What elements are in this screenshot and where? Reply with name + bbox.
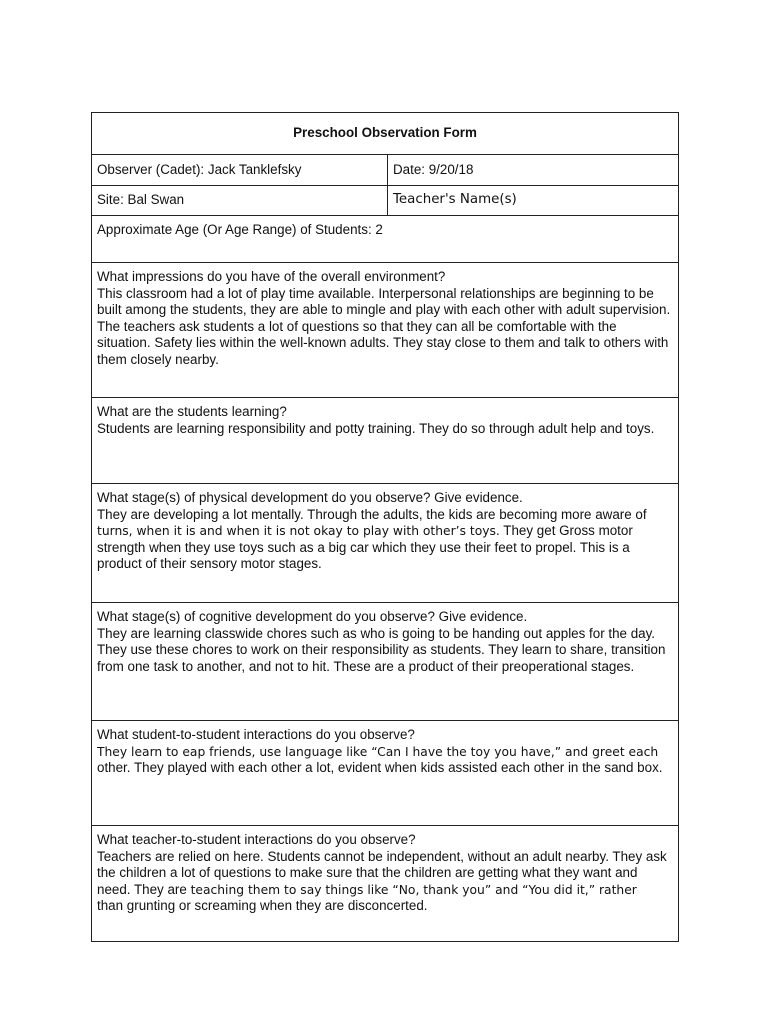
environment-question: What impressions do you have of the overall environment? bbox=[97, 269, 446, 284]
environment-answer: This classroom had a lot of play time available. Interpersonal relationships are beginning to be built among the students, they are able to mingle and play with each other with adult supervision. The teachers ask students a lot of questions so that they can all be comfortable with the situation. Safety lies within the well-known adults. They stay close to them and talk to others with them closely nearby. bbox=[97, 285, 671, 367]
physical-development-answer bbox=[97, 507, 673, 573]
observer-field: Observer (Cadet): Jack Tanklefsky bbox=[92, 155, 388, 186]
teacher-answer-part-2: teaching them to say things like “No, thank you” and “You did it,” rather bbox=[190, 882, 637, 897]
environment-section bbox=[92, 263, 679, 398]
student-answer-part-1: They learn to eap friends, use language like “Can I have the toy you have,” and greet each bbox=[97, 744, 659, 759]
teacher-names-field: Teacher's Name(s) bbox=[388, 186, 679, 216]
cognitive-development-section bbox=[92, 603, 679, 721]
student-answer-part-2: other. They played with each other a lot, evident when kids assisted each other in the sand box. bbox=[97, 760, 663, 776]
cognitive-development-question: What stage(s) of cognitive development do you observe? Give evidence. bbox=[97, 609, 528, 624]
teacher-answer-part-1: Teachers are relied on here. Students cannot be independent, without an adult nearby. They ask the children a lot of questions to make sure that the children are getting what they want and need. They are bbox=[97, 848, 667, 897]
teacher-interactions-answer bbox=[97, 849, 673, 915]
physical-answer-part-3: They get Gross motor strength when they use toys such as a big car which they use their feet to propel. This is a product of their sensory motor stages. bbox=[97, 523, 633, 572]
learning-question: What are the students learning? bbox=[97, 404, 287, 419]
teacher-answer-part-3: than grunting or screaming when they are disconcerted. bbox=[97, 898, 428, 914]
observation-form-table bbox=[91, 112, 679, 942]
learning-section bbox=[92, 398, 679, 484]
student-interactions-question: What student-to-student interactions do you observe? bbox=[97, 727, 415, 742]
date-field: Date: 9/20/18 bbox=[388, 155, 679, 186]
age-range-field: Approximate Age (Or Age Range) of Students: 2 bbox=[92, 216, 679, 263]
learning-answer: Students are learning responsibility and potty training. They do so through adult help and toys. bbox=[97, 420, 655, 436]
physical-development-section bbox=[92, 484, 679, 603]
teacher-interactions-section bbox=[92, 826, 679, 942]
form-title: Preschool Observation Form bbox=[92, 113, 679, 155]
physical-development-question: What stage(s) of physical development do you observe? Give evidence. bbox=[97, 490, 523, 505]
student-interactions-section bbox=[92, 721, 679, 826]
physical-answer-part-1: They are developing a lot mentally. Through the adults, the kids are becoming more aware of bbox=[97, 506, 647, 522]
teacher-interactions-question: What teacher-to-student interactions do you observe? bbox=[97, 832, 416, 847]
student-interactions-answer bbox=[97, 744, 673, 777]
physical-answer-part-2: turns, when it is and when it is not okay to play with other’s toys. bbox=[97, 524, 500, 539]
site-field: Site: Bal Swan bbox=[92, 186, 388, 216]
cognitive-development-answer: They are learning classwide chores such as who is going to be handing out apples for the day. They use these chores to work on their responsibility as students. They learn to share, transition from one task to another, and not to hit. These are a product of their preoperational stages. bbox=[97, 625, 666, 674]
